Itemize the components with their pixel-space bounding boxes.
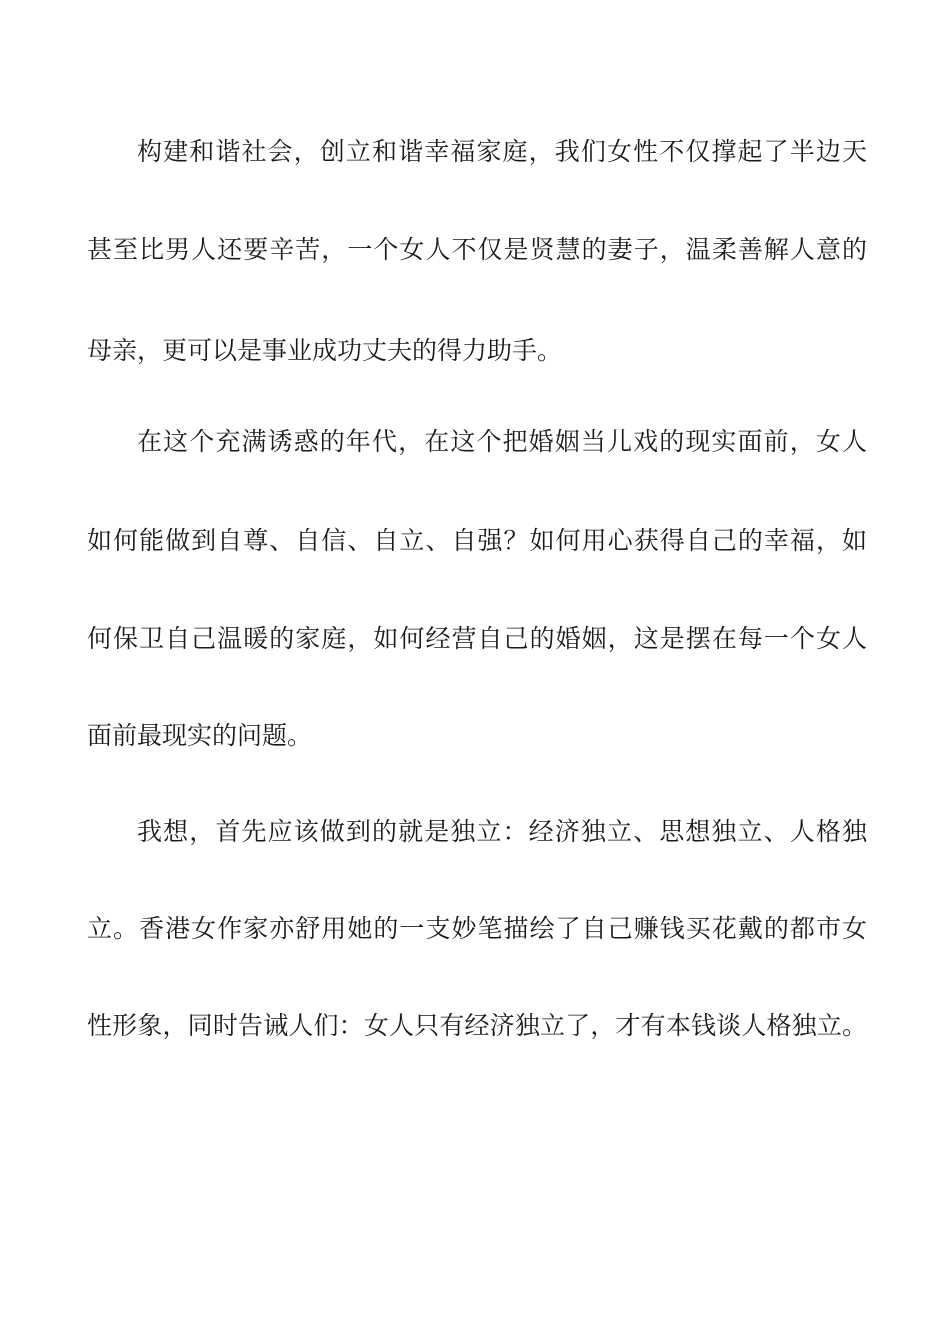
paragraph-line: 我想，首先应该做到的就是独立：经济独立、思想独立、人格独 [137,817,867,846]
paragraph-line: 面前最现实的问题。 [87,721,313,750]
paragraph-line: 母亲，更可以是事业成功丈夫的得力助手。 [87,336,563,365]
paragraph-line: 在这个充满诱惑的年代，在这个把婚姻当儿戏的现实面前，女人 [137,427,867,456]
paragraph-line: 甚至比男人还要辛苦，一个女人不仅是贤慧的妻子，温柔善解人意的 [87,235,867,264]
paragraph-line: 何保卫自己温暖的家庭，如何经营自己的婚姻，这是摆在每一个女人 [87,624,867,653]
paragraph-line: 性形象，同时告诫人们：女人只有经济独立了，才有本钱谈人格独立。 [87,1011,867,1040]
paragraph-line: 立。香港女作家亦舒用她的一支妙笔描绘了自己赚钱买花戴的都市女 [87,914,867,943]
paragraph-line: 构建和谐社会，创立和谐幸福家庭，我们女性不仅撑起了半边天 [137,137,867,166]
paragraph-line: 如何能做到自尊、自信、自立、自强？如何用心获得自己的幸福，如 [87,526,867,555]
